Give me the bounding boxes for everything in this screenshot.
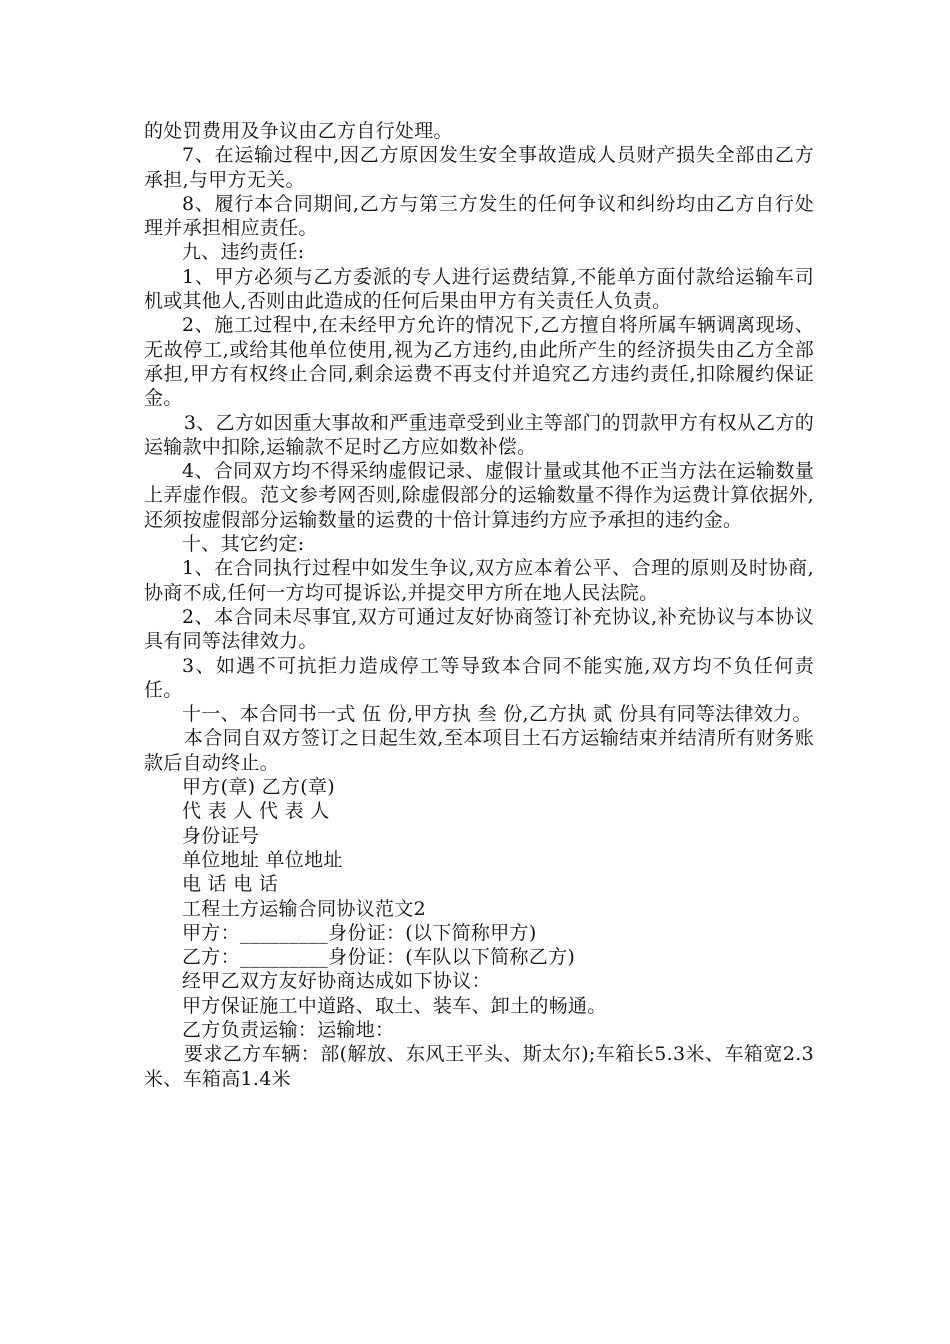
party-a-line: 甲方：_________身份证：(以下简称甲方) (182, 921, 537, 944)
paragraph-5: 1、甲方必须与乙方委派的专人进行运费结算,不能单方面付款给运输车司机或其他人,否则由此造成的任何后果由甲方有关责任人负责。 (144, 265, 814, 313)
paragraph-10: 1、在合同执行过程中如发生争议,双方应本着公平、合理的原则及时协商,协商不成,任何一方均可提诉讼,并提交甲方所在地人民法院。 (144, 557, 814, 604)
party-b-line: 乙方：_________身份证：(车队以下简称乙方) (182, 946, 576, 969)
signature-representative: 代 表 人 代 表 人 (182, 800, 330, 823)
document-body (144, 119, 814, 1091)
paragraph-25: 乙方负责运输：运输地： (182, 1018, 395, 1041)
paragraph-3: 8、履行本合同期间,乙方与第三方发生的任何争议和纠纷均由乙方自行处理并承担相应责任。 (144, 192, 814, 240)
signature-id-number: 身份证号 (182, 824, 260, 847)
section-title-sample-2: 工程土方运输合同协议范文2 (182, 897, 426, 920)
paragraph-23: 经甲乙双方友好协商达成如下协议： (182, 970, 491, 993)
paragraph-24: 甲方保证施工中道路、取土、装车、卸土的畅通。 (182, 994, 607, 1017)
signature-phone: 电 话 电 话 (182, 873, 279, 896)
paragraph-26: 要求乙方车辆：部(解放、东风王平头、斯太尔);车箱长5.3米、车箱宽2.3米、车箱高1.4米 (144, 1043, 814, 1090)
paragraph-6: 2、施工过程中,在未经甲方允许的情况下,乙方擅自将所属车辆调离现场、无故停工,或给其他单位使用,视为乙方违约,由此所产生的经济损失由乙方全部承担,甲方有权终止合同,剩余运费不再支付并追究乙方违约责任,扣除履约保证金。 (144, 314, 814, 410)
paragraph-2: 7、在运输过程中,因乙方原因发生安全事故造成人员财产损失全部由乙方承担,与甲方无关。 (144, 144, 814, 191)
section-heading-other: 十、其它约定: (182, 533, 305, 556)
section-heading-breach: 九、违约责任: (182, 241, 305, 264)
paragraph-11: 2、本合同未尽事宜,双方可通过友好协商签订补充协议,补充协议与本协议具有同等法律效力。 (144, 605, 814, 653)
paragraph-13: 十一、本合同书一式 伍 份,甲方执 叁 份,乙方执 贰 份具有同等法律效力。 (182, 703, 812, 726)
paragraph-14: 本合同自双方签订之日起生效,至本项目土石方运输结束并结清所有财务账款后自动终止。 (144, 727, 814, 774)
paragraph-12: 3、如遇不可抗拒力造成停工等导致本合同不能实施,双方均不负任何责任。 (144, 654, 814, 701)
paragraph-7: 3、乙方如因重大事故和严重违章受到业主等部门的罚款甲方有权从乙方的运输款中扣除,运输款不足时乙方应如数补偿。 (144, 411, 814, 458)
paragraph-1: 的处罚费用及争议由乙方自行处理。 (144, 120, 453, 142)
signature-parties: 甲方(章) 乙方(章) (182, 776, 335, 799)
paragraph-8: 4、合同双方均不得采纳虚假记录、虚假计量或其他不正当方法在运输数量上弄虚作假。范文参考网否则,除虚假部分的运输数量不得作为运费计算依据外,还须按虚假部分运输数量的运费的十倍计算违约方应予承担的违约金。 (144, 460, 814, 531)
signature-address: 单位地址 单位地址 (182, 848, 343, 871)
